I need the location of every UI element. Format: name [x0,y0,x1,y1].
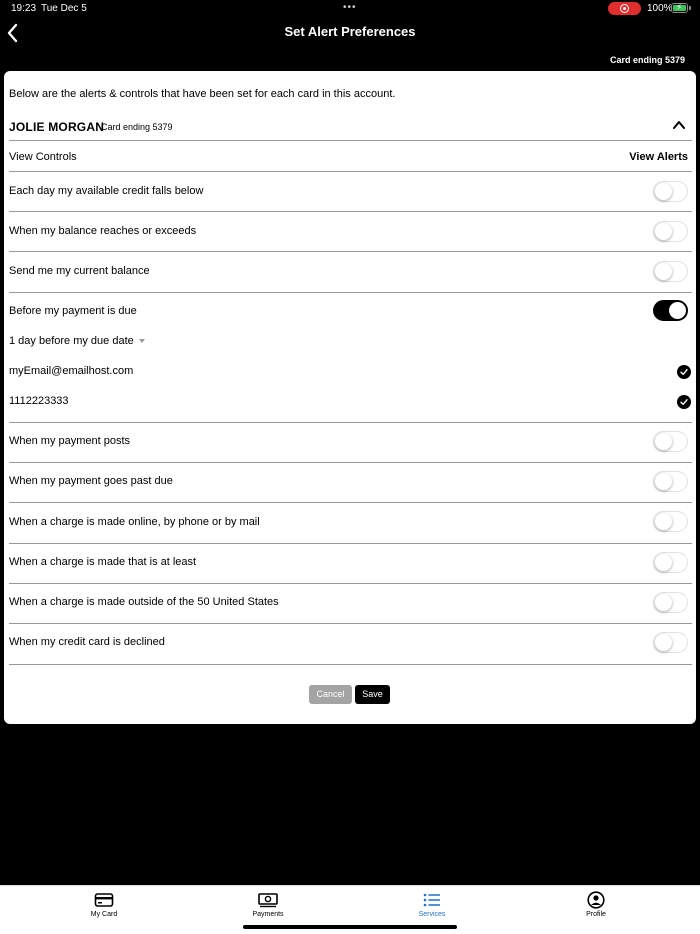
alert-toggle[interactable] [653,431,688,452]
cash-icon [258,891,278,909]
alert-toggle[interactable] [653,471,688,492]
home-indicator [243,925,457,929]
list-icon [422,891,442,909]
collapse-button[interactable] [672,118,686,130]
view-alerts-link[interactable]: View Alerts [629,151,688,163]
tab-my-card[interactable] [64,886,144,926]
alert-label: When my payment goes past due [9,475,173,487]
view-switch-row [9,141,692,172]
alert-row-payment-posts [9,423,692,463]
tab-label: Services [418,911,446,918]
alert-label: When my credit card is declined [9,636,165,648]
card-header[interactable] [9,109,692,141]
due-timing-dropdown[interactable] [9,335,145,347]
tab-label: Profile [586,911,606,918]
alert-row-charge-at-least [9,544,692,584]
alert-label: When a charge is made online, by phone or by mail [9,516,260,528]
email-checkbox[interactable] [677,365,691,379]
alert-row-payment-due [9,293,692,423]
alert-row-past-due [9,463,692,503]
alert-toggle[interactable] [653,552,688,573]
alert-toggle[interactable] [653,300,688,321]
email-destination: myEmail@emailhost.com [9,365,134,377]
tab-bar [0,885,700,934]
phone-destination: 1112223333 [9,395,69,407]
alert-row-card-declined [9,624,692,665]
status-date: Tue Dec 5 [41,3,87,14]
nav-bar [0,18,700,50]
alert-label: When a charge is made that is at least [9,556,197,568]
battery-percent: 100% [647,3,673,14]
alert-label: When a charge is made outside of the 50 United States [9,596,279,608]
alert-row-charge-outside-us [9,584,692,624]
alert-label: When my balance reaches or exceeds [9,225,197,237]
tab-services[interactable] [392,886,472,926]
alert-toggle[interactable] [653,592,688,613]
alert-label: Before my payment is due [9,305,137,317]
tab-payments[interactable] [228,886,308,926]
intro-text: Below are the alerts & controls that have been set for each card in this account. [9,88,396,100]
check-icon [680,398,688,406]
alert-toggle[interactable] [653,181,688,202]
caret-down-icon [139,339,145,343]
alert-label: Send me my current balance [9,265,150,277]
tab-label: Payments [252,911,284,918]
screen-recording-icon [608,2,641,15]
credit-card-icon [94,891,114,909]
alert-label: When my payment posts [9,435,131,447]
status-time: 19:23 [11,3,37,14]
alert-row-available-credit [9,172,692,212]
multitasking-dots-icon[interactable]: ••• [343,2,357,13]
phone-checkbox[interactable] [677,395,691,409]
status-bar [0,0,700,18]
alert-toggle[interactable] [653,632,688,653]
alert-toggle[interactable] [653,511,688,532]
tab-profile[interactable] [556,886,636,926]
alert-row-balance-exceeds [9,212,692,252]
alert-preferences-panel [4,71,696,724]
alert-row-charge-online [9,503,692,544]
page-title: Set Alert Preferences [284,24,416,39]
cancel-button[interactable]: Cancel [309,685,352,704]
check-icon [680,368,688,376]
alert-toggle[interactable] [653,261,688,282]
alert-toggle[interactable] [653,221,688,242]
tab-label: My Card [90,911,118,918]
chevron-up-icon [672,119,686,131]
battery-tip [689,6,691,10]
view-controls-link[interactable]: View Controls [9,151,77,163]
save-button[interactable]: Save [355,685,390,704]
alert-label: Each day my available credit falls below [9,185,204,197]
card-holder-name: JOLIE MORGAN [9,120,105,134]
alert-row-current-balance [9,252,692,293]
card-ending-header: Card ending 5379 [609,55,685,65]
due-timing-value: 1 day before my due date [9,335,134,347]
user-circle-icon [586,891,606,909]
card-ending-label: Card ending 5379 [101,122,173,132]
battery-icon: ⚡ [671,3,688,13]
